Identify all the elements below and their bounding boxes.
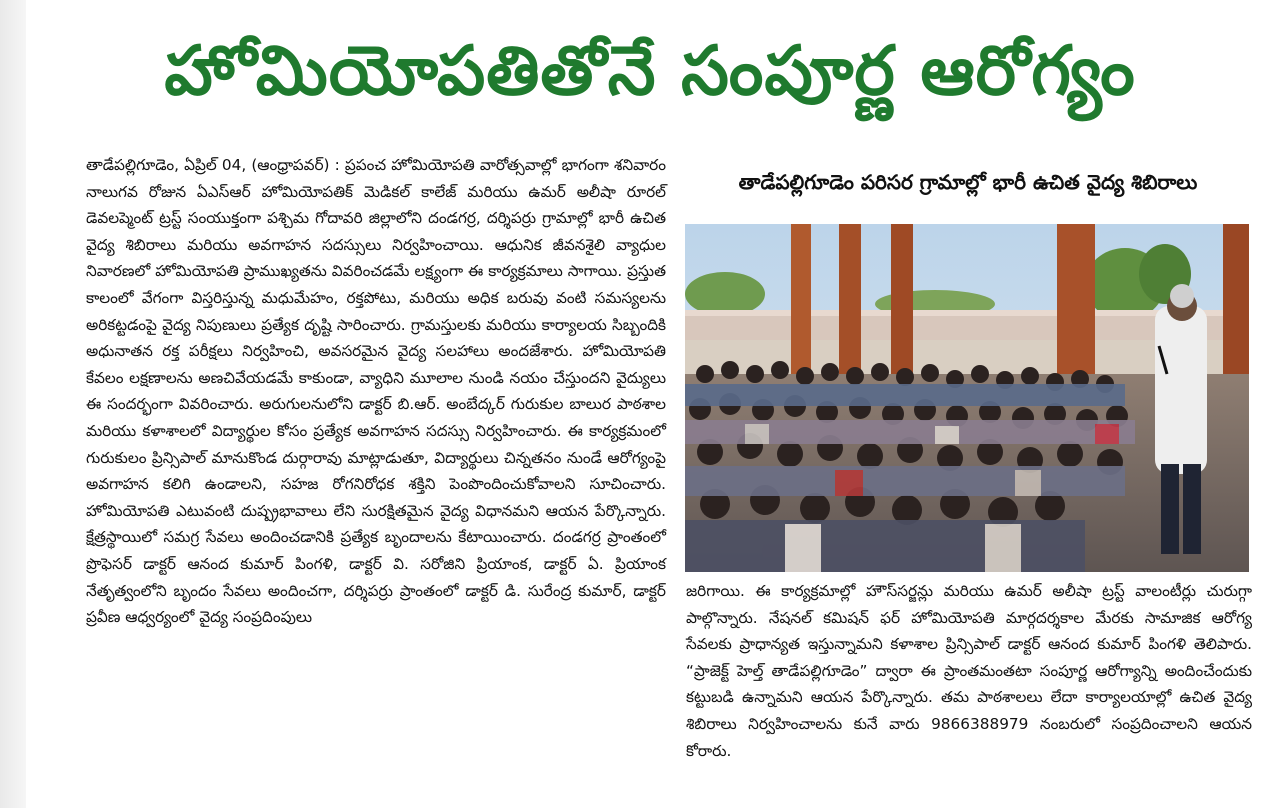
event-photo (685, 224, 1249, 572)
article-text-left: తాడేపల్లిగూడెం, ఏప్రిల్ 04, (ఆంధ్రాపవర్) : ప్రపంచ హోమియోపతి వారోత్సవాల్లో భాగంగా శనివారం నాలుగవ రోజున ఏఎస్ఆర్ హోమియోపతిక్ మెడికల్ కాలేజ్ మరియు ఉమర్ అలీషా రూరల్ డెవలప్మెంట్ ట్రస్ట్ సంయుక్తంగా పశ్చిమ గోదావరి జిల్లాలోని దండగర్ర, దర్శిపర్రు గ్రామాల్లో భారీ ఉచిత వైద్య శిబిరాలు మరియు అవగాహన సదస్సులు నిర్వహించాయి. ఆధునిక జీవనశైలి వ్యాధుల నివారణలో హోమియోపతి ప్రాముఖ్యతను వివరించడమే లక్ష్యంగా ఈ కార్యక్రమాలు సాగాయి. ప్రస్తుత కాలంలో వేగంగా విస్తరిస్తున్న మధుమేహం, రక్తపోటు, మరియు అధిక బరువు వంటి సమస్యలను అరికట్టడంపై వైద్య నిపుణులు ప్రత్యేక దృష్టి సారించారు. గ్రామస్తులకు మరియు కార్యాలయ సిబ్బందికి అధునాతన రక్త పరీక్షలు నిర్వహించి, అవసరమైన వైద్య సలహాలు అందజేశారు. హోమియోపతి కేవలం లక్షణాలను అణచివేయడమే కాకుండా, వ్యాధిని మూలాల నుండి నయం చేస్తుందని వైద్యులు ఈ సందర్భంగా వివరించారు. అరుగులనులోని డాక్టర్ బి.ఆర్. అంబేద్కర్ గురుకుల బాలుర పాఠశాల మరియు కళాశాలలో విద్యార్థుల కోసం ప్రత్యేక అవగాహన సదస్సు నిర్వహించారు. ఈ కార్యక్రమంలో గురుకులం ప్రిన్సిపాల్ మానుకొండ దుర్గారావు మాట్లాడుతూ, విద్యార్థులు చిన్నతనం నుండే ఆరోగ్యంపై అవగాహన కలిగి ఉండాలని, సహజ రోగనిరోధక శక్తిని పెంపొందించుకోవాలని సూచించారు. హోమియోపతి ఎటువంటి దుష్ప్రభావాలు లేని సురక్షితమైన వైద్య విధానమని ఆయన పేర్కొన్నారు. క్షేత్రస్థాయిలో సమగ్ర సేవలు అందించడానికి ప్రత్యేక బృందాలను కేటాయించారు. దండగర్ర ప్రాంతంలో ప్రొఫెసర్ డాక్టర్ ఆనంద కుమార్ పింగళి, డాక్టర్ వి. సరోజిని ప్రియాంక, డాక్టర్ ఏ. ప్రియాంక నేతృత్వంలోని బృందం సేవలు అందించగా, దర్శిపర్రు ప్రాంతంలో డాక్టర్ డి. సురేంద్ర కుమార్, డాక్టర్ ప్రవీణ ఆధ్వర్యంలో వైద్య సంప్రదింపులు (86, 156, 666, 627)
page-edge-shadow (0, 0, 26, 808)
article-text-right: జరిగాయి. ఈ కార్యక్రమాల్లో హౌస్‌సర్జన్లు మరియు ఉమర్ అలీషా ట్రస్ట్ వాలంటీర్లు చురుగ్గా పాల్గొన్నారు. నేషనల్ కమిషన్ ఫర్ హోమియోపతి మార్గదర్శకాల మేరకు సామాజిక ఆరోగ్య సేవలకు ప్రాధాన్యత ఇస్తున్నామని కళాశాల ప్రిన్సిపాల్ డాక్టర్ ఆనంద కుమార్ పింగళి తెలిపారు. “ప్రాజెక్ట్ హెల్త్ తాడేపల్లిగూడెం” ద్వారా ఈ ప్రాంతమంతటా సంపూర్ణ ఆరోగ్యాన్ని అందించేందుకు కట్టుబడి ఉన్నామని ఆయన పేర్కొన్నారు. తమ పాఠశాలలు లేదా కార్యాలయాల్లో ఉచిత వైద్య శిబిరాలు నిర్వహించాలను కునే వారు 9866388979 నంబరులో సంప్రదించాలని ఆయన కోరారు. (686, 582, 1252, 760)
headline: హోమియోపతితోనే సంపూర్ణ ఆరోగ్యం (164, 32, 1136, 111)
subheadline: తాడేపల్లిగూడెం పరిసర గ్రామాల్లో భారీ ఉచిత వైద్య శిబిరాలు (738, 170, 1198, 194)
article-column-right (686, 578, 1252, 764)
article-column-left (86, 152, 666, 631)
event-photo-illustration (685, 224, 1249, 572)
